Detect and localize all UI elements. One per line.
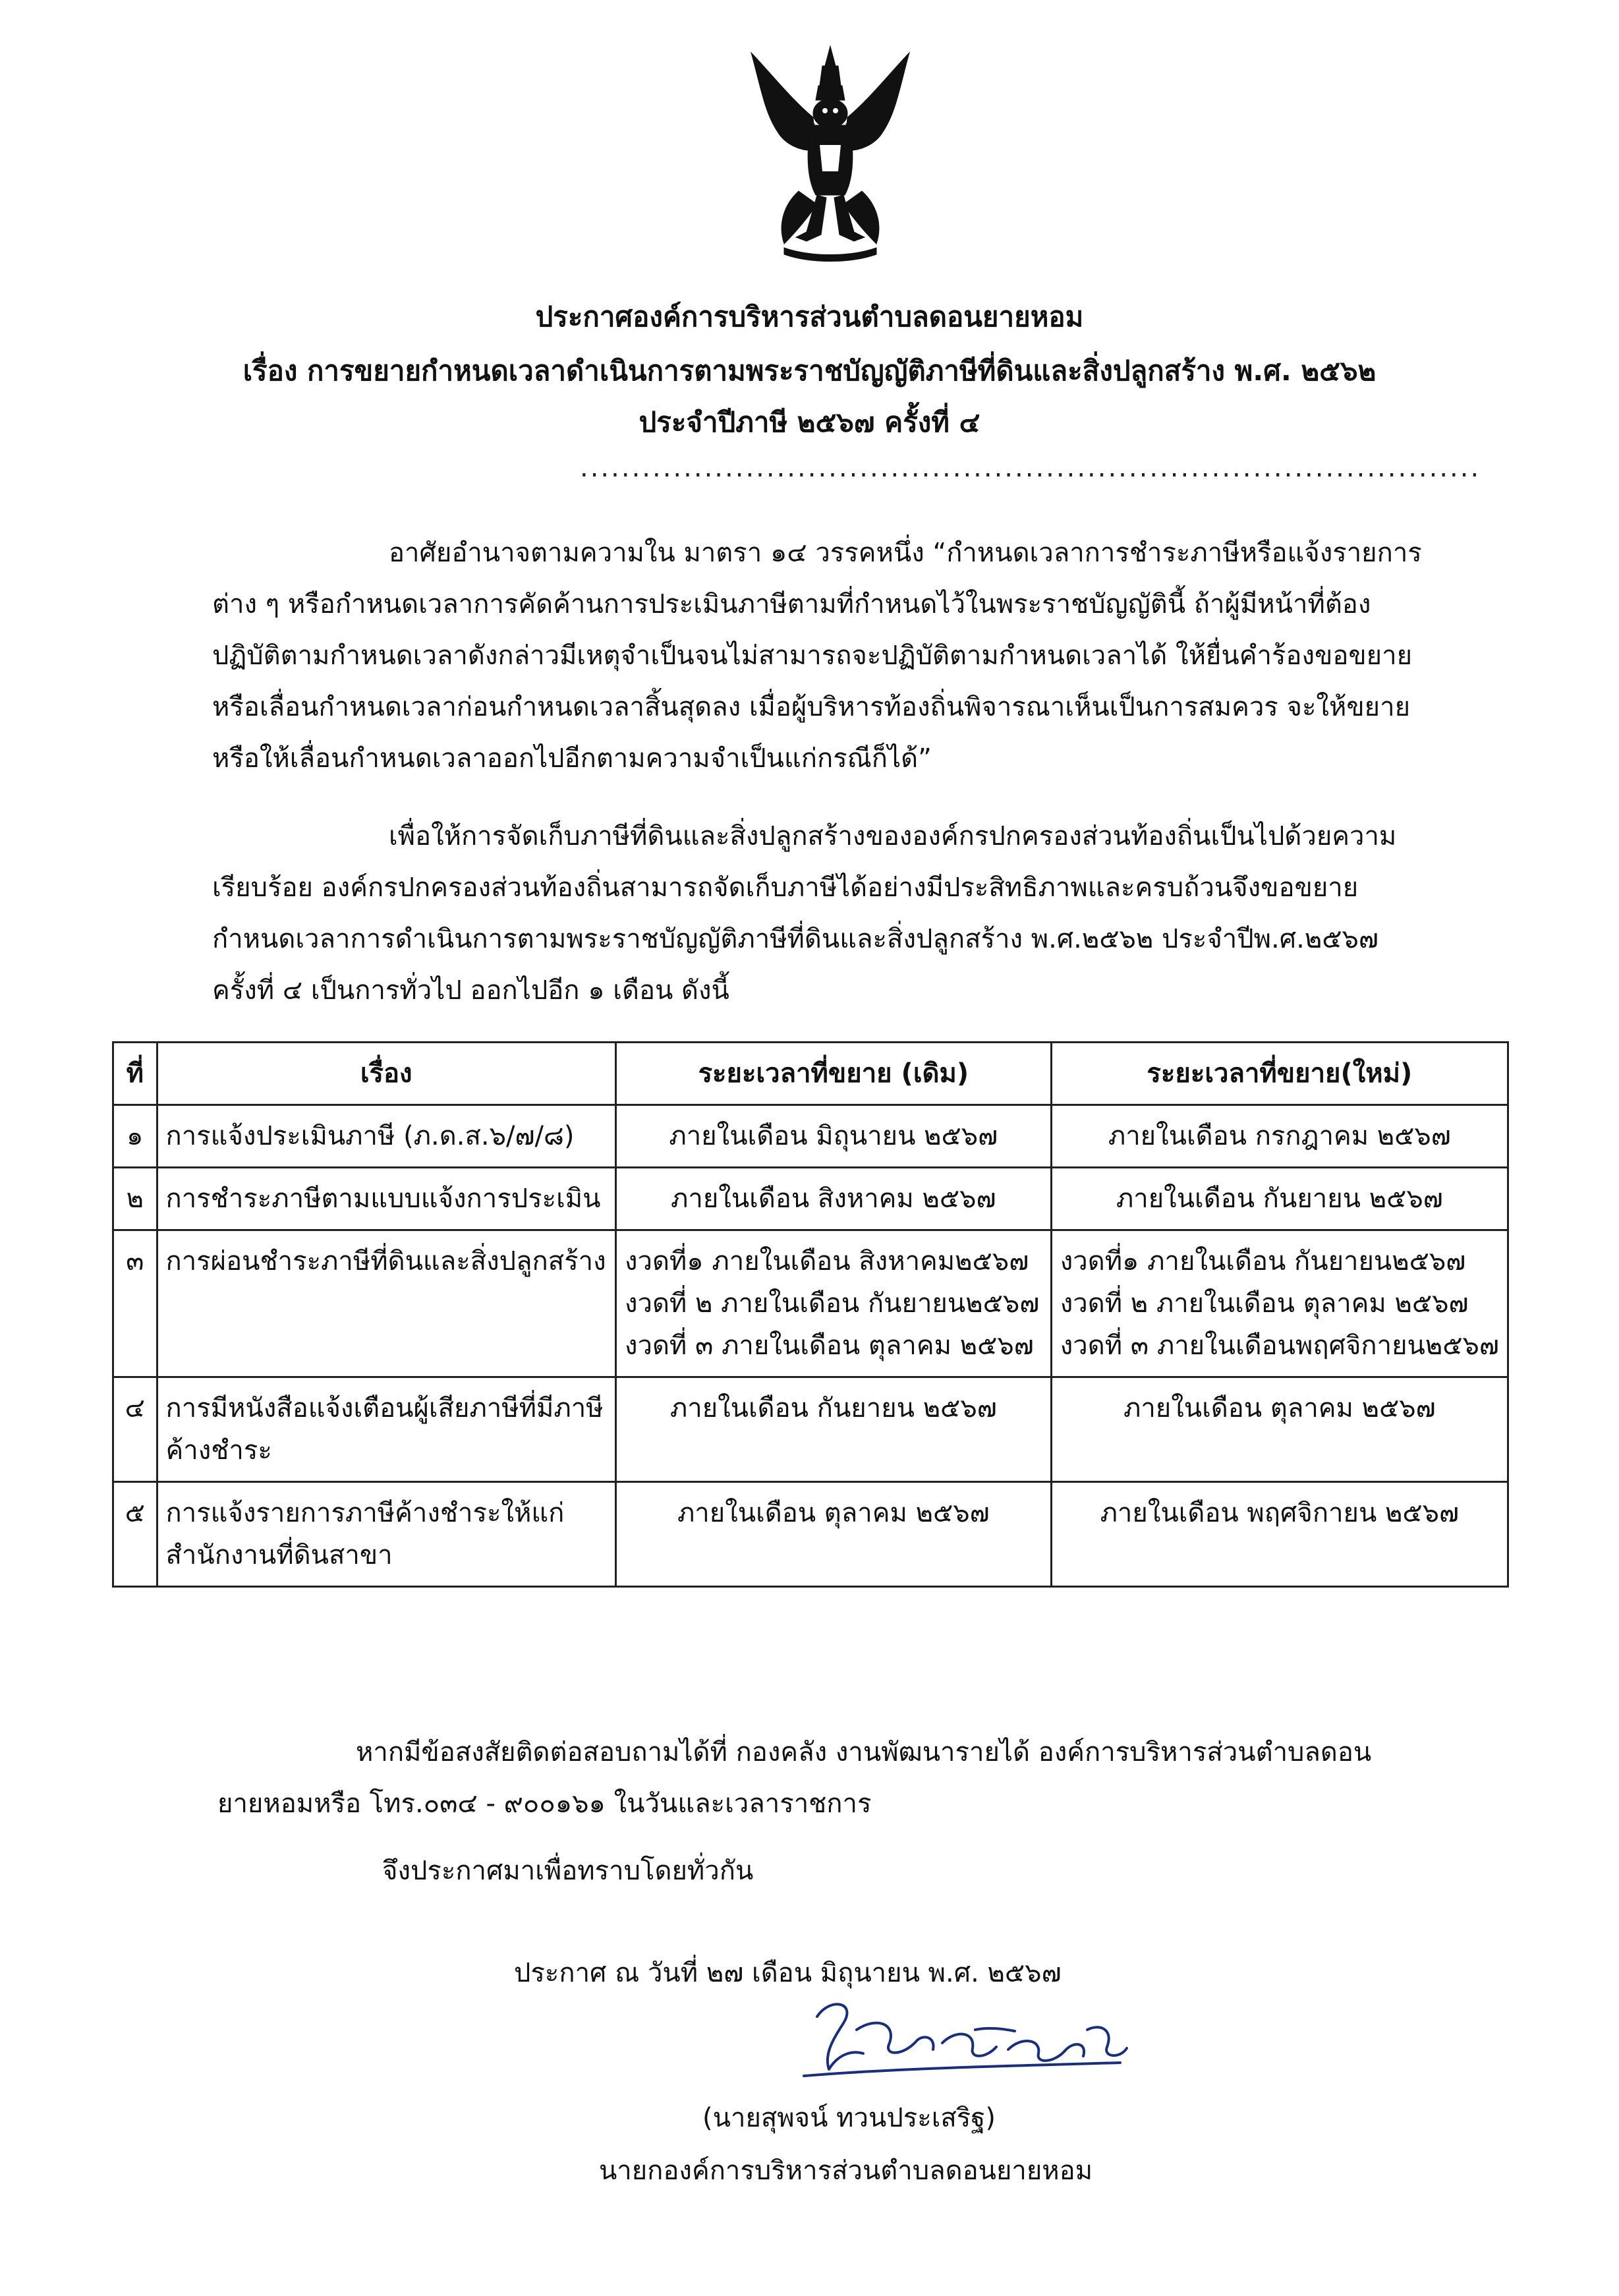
row-new-period <box>1051 1482 1508 1587</box>
table-row <box>113 1105 1508 1168</box>
handwritten-signature <box>778 1990 1147 2089</box>
paragraph-line: ครั้งที่ ๔ เป็นการทั่วไป ออกไปอีก ๑ เดือน ดังนี้ <box>212 975 729 1006</box>
cell-line: งวดที่ ๓ ภายในเดือนพฤศจิกายน๒๕๖๗ <box>1060 1331 1499 1361</box>
paragraph-line: หรือเลื่อนกำหนดเวลาก่อนกำหนดเวลาสิ้นสุดลง เมื่อผู้บริหารท้องถิ่นพิจารณาเห็นเป็นการสมควร จะให้ขยาย <box>212 692 1411 722</box>
announcement-subject: เรื่อง การขยายกำหนดเวลาดำเนินการตามพระราชบัญญัติภาษีที่ดินและสิ่งปลูกสร้าง พ.ศ. ๒๕๖๒ <box>242 355 1377 387</box>
signer-title: นายกองค์การบริหารส่วนตำบลดอนยายหอม <box>598 2156 1093 2186</box>
cell-line: งวดที่ ๒ ภายในเดือน ตุลาคม ๒๕๖๗ <box>1060 1288 1469 1319</box>
announcement-title: ประกาศองค์การบริหารส่วนตำบลดอนยายหอม <box>535 301 1084 333</box>
signer-name: (นายสุพจน์ ทวนประเสริฐ) <box>702 2103 996 2133</box>
row-old-period <box>615 1230 1051 1377</box>
cell-line: การแจ้งประเมินภาษี (ภ.ด.ส.๖/๗/๘) <box>165 1121 575 1151</box>
row-topic <box>157 1168 615 1230</box>
row-topic <box>157 1377 615 1482</box>
cell-line: งวดที่ ๒ ภายในเดือน กันยายน๒๕๖๗ <box>624 1288 1040 1319</box>
header-no: ที่ <box>113 1043 157 1105</box>
cell-line: ภายในเดือน มิถุนายน ๒๕๖๗ <box>669 1121 998 1151</box>
row-new-period <box>1051 1105 1508 1168</box>
row-topic <box>157 1482 615 1587</box>
cell-line: การผ่อนชำระภาษีที่ดินและสิ่งปลูกสร้าง <box>165 1246 606 1277</box>
row-old-period <box>615 1482 1051 1587</box>
row-topic <box>157 1105 615 1168</box>
schedule-table <box>112 1041 1509 1588</box>
row-old-period <box>615 1377 1051 1482</box>
paragraph-line: หรือให้เลื่อนกำหนดเวลาออกไปอีกตามความจำเป็นแก่กรณีก็ได้” <box>212 743 932 774</box>
cell-line: งวดที่ ๓ ภายในเดือน ตุลาคม ๒๕๖๗ <box>624 1331 1034 1361</box>
paragraph-legal-basis <box>212 527 1491 784</box>
cell-line: ค้างชำระ <box>165 1435 272 1466</box>
row-no: ๑ <box>113 1105 157 1168</box>
cell-line: ภายในเดือน พฤศจิกายน ๒๕๖๗ <box>1100 1498 1460 1528</box>
cell-line: งวดที่๑ ภายในเดือน สิงหาคม๒๕๖๗ <box>624 1246 1029 1277</box>
cell-line: ภายในเดือน กรกฎาคม ๒๕๖๗ <box>1108 1121 1451 1151</box>
paragraph-line: เรียบร้อย องค์กรปกครองส่วนท้องถิ่นสามารถจัดเก็บภาษีได้อย่างมีประสิทธิภาพและครบถ้วนจึงขอขยาย <box>212 873 1359 903</box>
header-topic: เรื่อง <box>157 1043 615 1105</box>
row-new-period <box>1051 1168 1508 1230</box>
row-no: ๒ <box>113 1168 157 1230</box>
contact-line: หากมีข้อสงสัยติดต่อสอบถามได้ที่ กองคลัง งานพัฒนารายได้ องค์การบริหารส่วนตำบลดอน <box>356 1737 1372 1767</box>
row-topic <box>157 1230 615 1377</box>
row-new-period <box>1051 1377 1508 1482</box>
announcement-tax-year: ประจำปีภาษี ๒๕๖๗ ครั้งที่ ๔ <box>639 406 980 438</box>
row-old-period <box>615 1168 1051 1230</box>
row-no: ๔ <box>113 1377 157 1482</box>
table-row <box>113 1230 1508 1377</box>
header-old-period: ระยะเวลาที่ขยาย (เดิม) <box>615 1043 1051 1105</box>
contact-line: ยายหอมหรือ โทร.๐๓๔ - ๙๐๐๑๖๑ ในวันและเวลาราชการ <box>217 1789 872 1819</box>
cell-line: ภายในเดือน กันยายน ๒๕๖๗ <box>669 1393 997 1423</box>
paragraph-line: ต่าง ๆ หรือกำหนดเวลาการคัดค้านการประเมินภาษีตามที่กำหนดไว้ในพระราชบัญญัตินี้ ถ้าผู้มีหน้าที่ต้อง <box>212 589 1371 619</box>
garuda-emblem-icon <box>738 40 923 264</box>
table-row <box>113 1168 1508 1230</box>
row-no: ๓ <box>113 1230 157 1377</box>
closing-statement: จึงประกาศมาเพื่อทราบโดยทั่วกัน <box>382 1856 754 1886</box>
paragraph-purpose <box>212 811 1491 1016</box>
table-header-row <box>113 1043 1508 1105</box>
announcement-date: ประกาศ ณ วันที่ ๒๗ เดือน มิถุนายน พ.ศ. ๒๕๖๗ <box>514 1958 1062 1988</box>
cell-line: ภายในเดือน สิงหาคม ๒๕๖๗ <box>671 1184 996 1214</box>
header-new-period: ระยะเวลาที่ขยาย(ใหม่) <box>1051 1043 1508 1105</box>
paragraph-line: ปฏิบัติตามกำหนดเวลาดังกล่าวมีเหตุจำเป็นจนไม่สามารถจะปฏิบัติตามกำหนดเวลาได้ ให้ยื่นคำร้องขอขยาย <box>212 641 1413 671</box>
table-row <box>113 1482 1508 1587</box>
contact-info <box>217 1727 1489 1829</box>
cell-line: สำนักงานที่ดินสาขา <box>165 1540 393 1570</box>
cell-line: ภายในเดือน กันยายน ๒๕๖๗ <box>1116 1184 1443 1214</box>
paragraph-line: อาศัยอำนาจตามความใน มาตรา ๑๔ วรรคหนึ่ง “กำหนดเวลาการชำระภาษีหรือแจ้งรายการ <box>389 538 1422 568</box>
cell-line: ภายในเดือน ตุลาคม ๒๕๖๗ <box>1123 1393 1436 1423</box>
paragraph-line: กำหนดเวลาการดำเนินการตามพระราชบัญญัติภาษีที่ดินและสิ่งปลูกสร้าง พ.ศ.๒๕๖๒ ประจำปีพ.ศ.๒๕๖๗ <box>212 924 1378 954</box>
cell-line: การแจ้งรายการภาษีค้างชำระให้แก่ <box>165 1498 565 1528</box>
row-new-period <box>1051 1230 1508 1377</box>
row-old-period <box>615 1105 1051 1168</box>
row-no: ๕ <box>113 1482 157 1587</box>
separator-line: ....................................................................................... <box>580 453 1481 483</box>
cell-line: การชำระภาษีตามแบบแจ้งการประเมิน <box>165 1184 601 1214</box>
cell-line: งวดที่๑ ภายในเดือน กันยายน๒๕๖๗ <box>1060 1246 1466 1277</box>
cell-line: การมีหนังสือแจ้งเตือนผู้เสียภาษีที่มีภาษี <box>165 1393 604 1423</box>
paragraph-line: เพื่อให้การจัดเก็บภาษีที่ดินและสิ่งปลูกสร้างขององค์กรปกครองส่วนท้องถิ่นเป็นไปด้วยความ <box>389 821 1397 851</box>
cell-line: ภายในเดือน ตุลาคม ๒๕๖๗ <box>677 1498 990 1528</box>
table-row <box>113 1377 1508 1482</box>
